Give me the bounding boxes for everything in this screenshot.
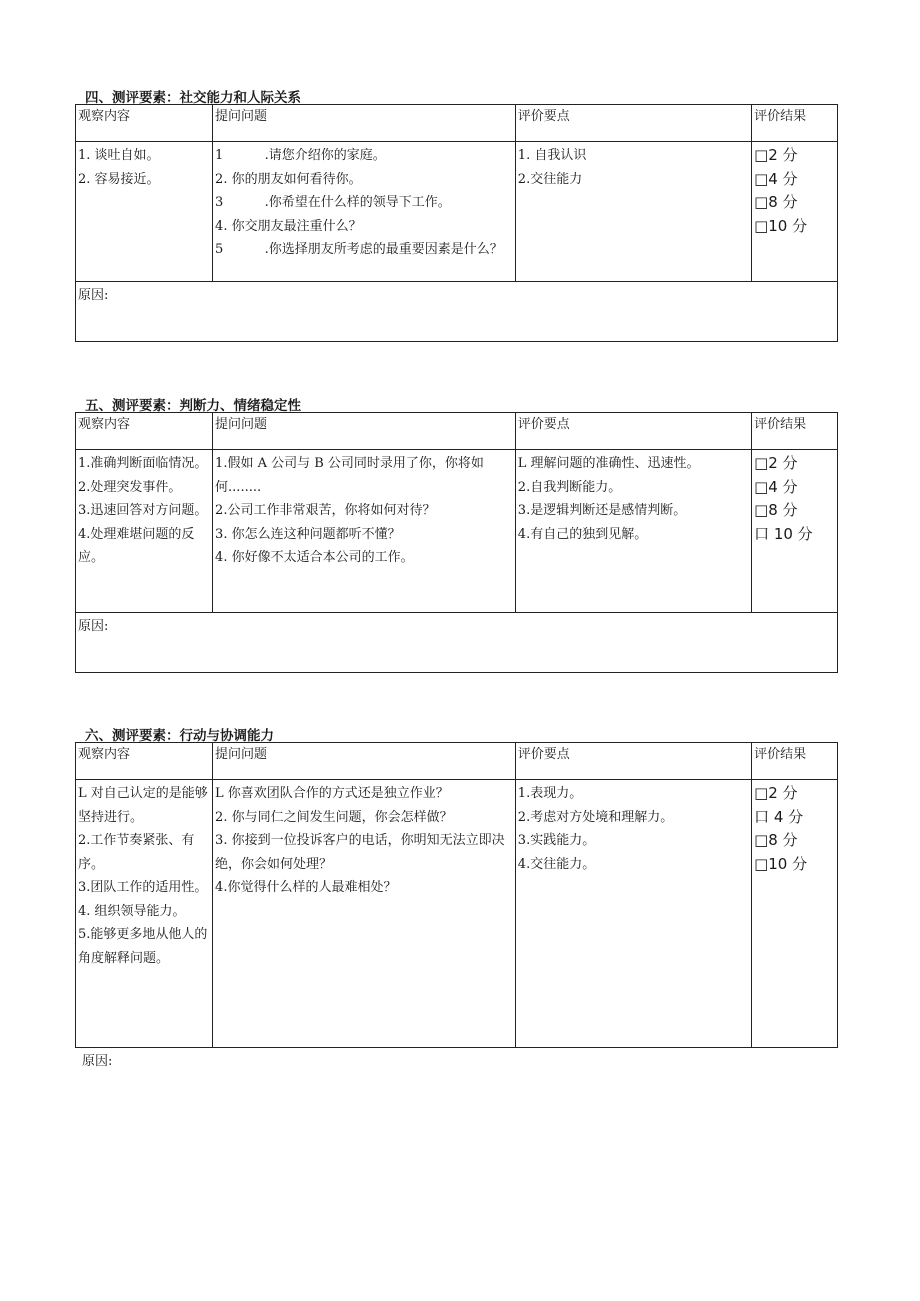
- header-questions: 提问问题: [213, 413, 516, 450]
- score-option-2[interactable]: □2 分: [754, 454, 798, 472]
- point-item: 4.有自己的独到见解。: [517, 526, 648, 542]
- question-item: 5 .你选择朋友所考虑的最重要因素是什么？: [215, 242, 503, 257]
- evaluation-table: [75, 412, 838, 673]
- header-observation: 观察内容: [76, 743, 213, 780]
- questions-cell: [213, 450, 516, 613]
- score-option-10[interactable]: □10 分: [754, 216, 808, 235]
- observation-item: 1. 谈吐自如。: [78, 148, 160, 163]
- point-item: 4.交往能力。: [517, 856, 596, 872]
- section-title: 五、测评要素：判断力、情绪稳定性: [85, 398, 301, 414]
- score-option-8[interactable]: □8 分: [754, 831, 798, 849]
- observation-cell: [76, 450, 213, 613]
- question-item: 2. 你与同仁之间发生问题，你会怎样做？: [215, 809, 453, 825]
- score-option-4[interactable]: □4 分: [754, 169, 798, 188]
- result-cell: [752, 450, 838, 613]
- score-option-4[interactable]: □4 分: [754, 477, 798, 496]
- reason-cell[interactable]: 原因:: [76, 282, 838, 342]
- observation-item: 4.处理难堪问题的反应。: [78, 526, 195, 565]
- header-observation: 观察内容: [76, 413, 213, 450]
- question-item: 4. 你交朋友最注重什么？: [215, 218, 362, 234]
- header-points: 评价要点: [515, 743, 751, 780]
- header-questions: 提问问题: [213, 743, 516, 780]
- result-cell: [752, 780, 838, 1048]
- question-item: 1.假如 A 公司与 B 公司同时录用了你，你将如何........: [215, 456, 484, 495]
- table-header-row: [76, 413, 838, 450]
- question-item: 4.你觉得什么样的人最难相处？: [215, 880, 397, 895]
- header-result: 评价结果: [752, 105, 838, 142]
- header-questions: 提问问题: [213, 105, 516, 142]
- question-item: 2. 你的朋友如何看待你。: [215, 171, 362, 187]
- score-option-2[interactable]: □2 分: [754, 784, 798, 802]
- header-points: 评价要点: [515, 105, 751, 142]
- question-item: 2.公司工作非常艰苦，你将如何对待？: [215, 503, 436, 518]
- score-option-4[interactable]: 口 4 分: [754, 807, 804, 826]
- questions-cell: [213, 780, 516, 1048]
- points-cell: [515, 142, 751, 282]
- header-points: 评价要点: [515, 413, 751, 450]
- score-option-10[interactable]: 口 10 分: [754, 524, 813, 543]
- observation-item: 5.能够更多地从他人的角度解释问题。: [78, 927, 208, 966]
- observation-cell: [76, 780, 213, 1048]
- evaluation-table: [75, 104, 838, 342]
- question-item: 3 .你希望在什么样的领导下工作。: [215, 195, 451, 210]
- header-result: 评价结果: [752, 413, 838, 450]
- result-cell: [752, 142, 838, 282]
- score-option-8[interactable]: □8 分: [754, 193, 798, 211]
- question-item: 3. 你怎么连这种问题都听不懂？: [215, 526, 401, 542]
- points-cell: [515, 450, 751, 613]
- point-item: 2.自我判断能力。: [517, 479, 622, 495]
- observation-item: 3.迅速回答对方问题。: [78, 503, 208, 518]
- table-row: [76, 450, 838, 613]
- observation-cell: [76, 142, 213, 282]
- observation-item: 4. 组织领导能力。: [78, 903, 186, 919]
- point-item: 2.交往能力: [517, 171, 583, 187]
- question-item: 4. 你好像不太适合本公司的工作。: [215, 550, 414, 565]
- point-item: 1. 自我认识: [517, 148, 587, 163]
- evaluation-table: [75, 742, 838, 1048]
- observation-item: 2.处理突发事件。: [78, 479, 182, 495]
- question-item: 3. 你接到一位投诉客户的电话，你明知无法立即决绝，你会如何处理？: [215, 833, 505, 872]
- reason-cell[interactable]: 原因:: [76, 613, 838, 673]
- questions-cell: [213, 142, 516, 282]
- points-cell: [515, 780, 751, 1048]
- point-item: 2.考虑对方处境和理解力。: [517, 809, 674, 825]
- question-item: 1 .请您介绍你的家庭。: [215, 148, 386, 163]
- observation-item: L 对自己认定的是能够坚持进行。: [78, 786, 208, 825]
- header-observation: 观察内容: [76, 105, 213, 142]
- reason-row: [76, 613, 838, 673]
- score-option-10[interactable]: □10 分: [754, 854, 808, 873]
- table-header-row: [76, 743, 838, 780]
- point-item: L 理解问题的准确性、迅速性。: [517, 456, 700, 471]
- reason-row: [76, 282, 838, 342]
- table-row: [76, 142, 838, 282]
- table-row: [76, 780, 838, 1048]
- section-title: 四、测评要素：社交能力和人际关系: [85, 90, 301, 106]
- reason-label: 原因:: [82, 1054, 113, 1069]
- score-option-2[interactable]: □2 分: [754, 146, 798, 164]
- score-option-8[interactable]: □8 分: [754, 501, 798, 519]
- point-item: 3.实践能力。: [517, 833, 596, 848]
- question-item: L 你喜欢团队合作的方式还是独立作业？: [215, 786, 449, 801]
- table-header-row: [76, 105, 838, 142]
- observation-item: 2. 容易接近。: [78, 171, 160, 187]
- point-item: 1.表现力。: [517, 786, 583, 801]
- observation-item: 1.准确判断面临情况。: [78, 456, 208, 471]
- header-result: 评价结果: [752, 743, 838, 780]
- observation-item: 3.团队工作的适用性。: [78, 880, 208, 895]
- point-item: 3.是逻辑判断还是感情判断。: [517, 503, 687, 518]
- section-title: 六、测评要素：行动与协调能力: [85, 728, 274, 744]
- observation-item: 2.工作节奏紧张、有序。: [78, 833, 195, 872]
